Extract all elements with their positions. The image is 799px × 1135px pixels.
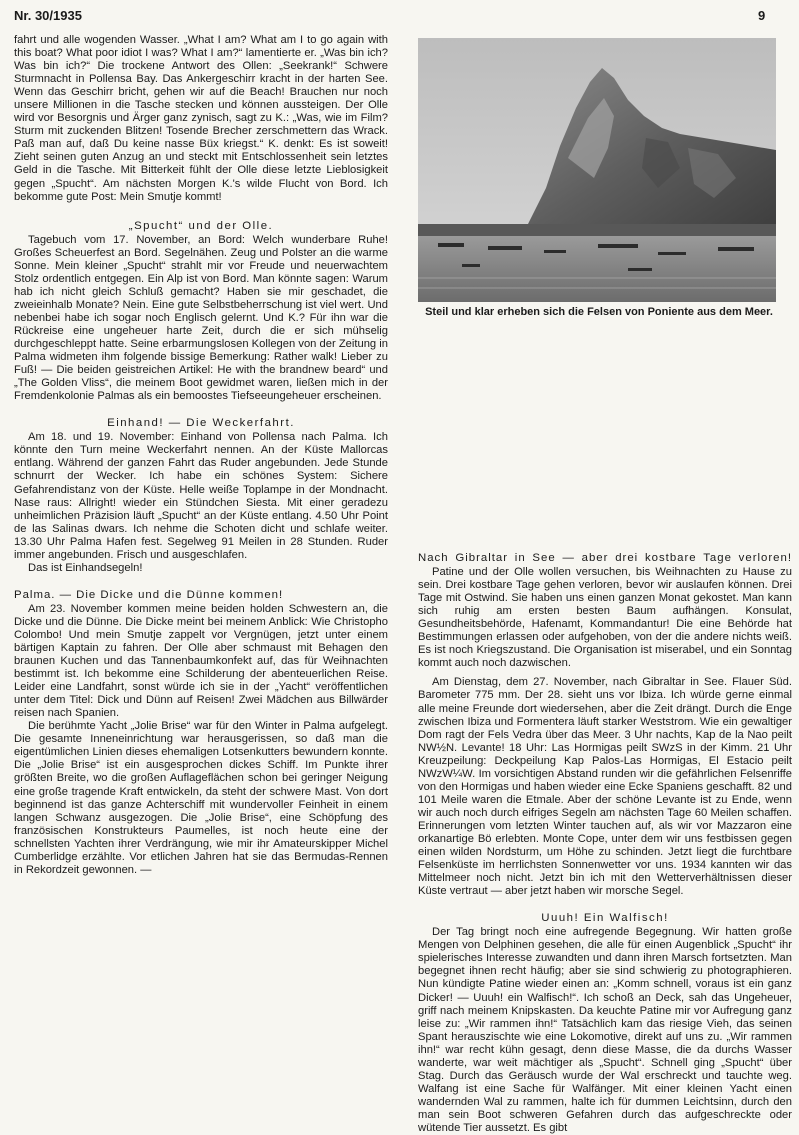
intro-paragraph: fahrt und alle wogenden Wasser. „What I am? What am I to go again with this boat? What poor idiot I was? What I am?“ lamentierte er. „Was bin ich? Was bin ich?“ Die trockene Antwort des Ollen: „Seekrank!“ Schwere Sturmnacht in Pollensa Bay. Das Ankergeschirr kracht in der harten See. Wenn das Geschirr bricht, gehen wir auf die Beach! Brauchen nur noch unsere Millionen in die Tasche stecken und können aussteigen. Der Olle wird vor Besorgnis und Ärger ganz zynisch, sagt zu K.: „Was, wie im Film? Sturm mit zuckenden Blitzen! Tosende Brecher zerschmettern das Wrack. Paß man auf, daß Du keine nasse Büx kriegst.“ K. denkt: Es ist soweit! Zieht seinen guten Anzug an und steckt mit Entschlossenheit sein letztes Geld in die Tasche. Mit Bitterkeit fühlt der Olle diese letzte Lieblosigkeit gegen „Spucht“. Am nächsten Morgen K.'s wilde Flucht von Bord. Ich bekomme gute Post: Mein Smutje kommt! (14, 34, 388, 203)
paragraph: Am 18. und 19. November: Einhand von Pollensa nach Palma. Ich könnte den Turn meine Weckerfahrt nennen. An der Küste Mallorcas entlang. Während der ganzen Fahrt das Ruder angebunden. Jede Stunde schnurrt der Wecker. Ich habe ein schönes System: Sichere Gefahrendistanz von der Küste. Helle weiße Toplampe in der Mondnacht. Nase raus: Allright! wieder ein Stündchen Siesta. Mit einer geradezu unheimlichen Präzision läuft „Spucht“ an der Küste entlang. 4.50 Uhr Point de las Salinas dwars. Ich nehme die Schoten dicht und schlafe weiter. 13.30 Uhr Palma Hafen fest. Segelweg 91 Meilen in 28 Stunden. Ruder immer angebunden. Frisch und ausgeschlafen. (14, 431, 388, 561)
paragraph: Die berühmte Yacht „Jolie Brise“ war für den Winter in Palma aufgelegt. Die gesamte Inneneinrichtung war herausgerissen, so daß man die eigentümlichen Linien dieses ehemaligen Lotsenkutters bewundern konnte. Die „Jolie Brise“ ist ein ausgesprochen dickes Schiff. Im Punkte ihrer größten Breite, wo die großen Auflageflächen schon bei geringer Neigung eine große tragende Kraft entwickeln, da steht der schwere Mast. Von dort beginnend ist das ganze Achterschiff mit wundervoller Feinheit in einem langen Schwanz ausgezogen. Die „Jolie Brise“, eine Schöpfung des französischen Konstrukteurs Paumelles, ist noch heute eine der schnellsten Yachten ihrer Verdrängung, wie mir ihr Amateurskipper Michel Cumberlidge erzählte. Vor etlichen Jahren hat sie das Bermudas-Rennen in Rekordzeit gewonnen. — (14, 720, 388, 876)
section-heading-palma: Palma. — Die Dicke und die Dünne kommen! (14, 588, 284, 601)
paragraph: Das ist Einhandsegeln! (28, 561, 143, 574)
issue-number: Nr. 30/1935 (14, 8, 82, 23)
paragraph: Am 23. November kommen meine beiden holden Schwestern an, die Dicke und die Dünne. Die Dicke meint bei meinem Anblick: Wie Christopho Colombo! Und mein Smutje zappelt vor Vergnügen, jetzt unter einem bärtigen Kaptain zu fahren. Der Olle aber schmaust mit Behagen den braunen Kuchen und das Tannenbaumkonfekt auf, das für Weihnachten bestimmt ist. Ich bekomme eine Schilderung der abenteuerlichen Reise. Leider eine Landfahrt, sonst würde ich sie in der „Yacht“ veröffentlichen unter dem Titel: Dick und Dünn auf Reisen! Zwei Mädchen aus Billwärder reisen nach Spanien. (14, 602, 388, 720)
paragraph: Patine und der Olle wollen versuchen, bis Weihnachten zu Hause zu sein. Drei kostbare Tage gehen verloren, bevor wir auslaufen können. Drei Tage mit Ostwind. Sie haben uns einen ganzen Monat gekostet. Man kann sich ruhig am ersten besten Baum aufhängen. Konsulat, Gesundheitsbehörde, Hafenamt, Kommandantur! Die eine Behörde hat Bestimmungen erlassen oder aufgehoben, von der die andere nichts weiß. Es ist noch Kriegszustand. Die Organisation ist miserabel, und ein Sonntag kommt auch noch dazwischen. (418, 566, 792, 670)
rock-photo-illustration (418, 38, 776, 302)
paragraph: Tagebuch vom 17. November, an Bord: Welch wunderbare Ruhe! Großes Scheuerfest an Bord. Segelnähen. Zeug und Polster an die warme Sonne. Mein kleiner „Spucht“ strahlt mir vor Freude und neuerwachtem Stolz ordentlich entgegen. Ein Alp ist von Bord. Man könnte sagen: Warum hab ich nicht gleich Schluß gemacht? Haben sie mir geschadet, die zweieinhalb Monate? Nein. Eine gute Selbstbeherrschung ist viel wert. Und nebenbei habe ich sogar noch Englisch gelernt. Und K.? Für ihn war die Rückreise eine ungeheuer harte Zeit, durch die er sich mühselig durchgeschleppt hatte. Seine erbarmungslosen Kollegen von der Zeitung in Palma widmeten ihm folgende bissige Bemerkung: Rather walk! Lieber zu Fuß! — Die beiden geistreichen Artikel: He with the brandnew beard“ und „The Golden Vliss“, die meinem Boot gewidmet waren, ließen mich in der Fremdenkolonie Palmas als ein bemoostes Tiefseeungeheuer erscheinen. (14, 233, 388, 403)
section-heading-walfisch: Uuuh! Ein Walfisch! (541, 912, 669, 925)
section-heading-gibraltar: Nach Gibraltar in See — aber drei kostbare Tage verloren! (418, 552, 792, 564)
photo-rock-of-gibraltar (418, 38, 776, 302)
section-heading-spucht: „Spucht“ und der Olle. (128, 219, 274, 232)
page-number: 9 (758, 8, 766, 23)
section-heading-einhand: Einhand! — Die Weckerfahrt. (107, 417, 295, 430)
photo-caption: Steil und klar erheben sich die Felsen von Poniente aus dem Meer. (425, 306, 773, 318)
paragraph: Am Dienstag, dem 27. November, nach Gibraltar in See. Flauer Süd. Barometer 775 mm. Der 28. sieht uns vor Ibiza. Ich würde gerne einmal alle meine Freunde dort wiedersehen, aber die Zeit drängt. Durch die Enge zwischen Ibiza und Formentera läuft starker Weststrom. Wie ein gewaltiger Dom ragt der Fels Vedra über das Meer. 3 Uhr nachts, Kap de la Nao peilt NW½N. Levante! 18 Uhr: Las Hormigas peilt SWzS in der Kimm. 21 Uhr Kreuzpeilung: Deckpeilung Kap Palos-Las Hormigas, El Estacio peilt NWzW¼W. Im vorsichtigen Abstand runden wir die gefährlichen Felsenriffe von den Hormigas und haben wieder eine Ecke Spaniens geschafft. 82 und 101 Meile waren die Etmale. Aber der schöne Levante ist zu Ende, wenn wir auch noch durch eifriges Segeln am nächsten Tage 60 Meilen schaffen. Erinnerungen vom letzten Winter tauchen auf, als wir vor Mazzaron eine orkanartige Bö erlebten. Monte Cope, unter dem wir uns festbissen gegen einen wilden Nordsturm, um Höhe zu schinden. Jetzt liegt die furchtbare Felsenküste im herrlichsten Sonnenwetter vor uns. 1934 kannten wir das Mittelmeer noch nicht. Jetzt bin ich mit den Wetterverhältnissen dieser Küste vertraut — aber jetzt haben wir morsche Segel. (418, 676, 792, 898)
left-column (14, 34, 388, 877)
paragraph: Der Tag bringt noch eine aufregende Begegnung. Wir hatten große Mengen von Delphinen gesehen, die alle für einen Augenblick „Spucht“ ihr spielerisches Interesse zuwandten und dann ihren Marsch fortsetzten. Man begegnet ihnen recht häufig; aber sie sind schwierig zu photographieren. Nun kündigte Patine wieder einen an: „Komm schnell, voraus ist ein ganz Dicker! — Uuuh! ein Walfisch!“. Ich schoß an Deck, sah das Ungeheuer, griff nach meinem Knipskasten. Da keuchte Patine mir vor Aufregung ganz leise zu: „Wir rammen ihn!“ Tatsächlich kam das riesige Vieh, das seinen Spant herauszischte wie eine Lokomotive, direkt auf uns zu. „Wir rammen ihn!“ war recht kühn gesagt, denn diese Masse, die da durchs Wasser wanderte, war weit mächtiger als „Spucht“. Schnell ging „Spucht“ über Stag. Durch das Geräusch wurde der Wal erschreckt und tauchte weg. Walfang ist eine Sache für Walfänger. Mit einer kleinen Yacht einen wandernden Wal zu rammen, halte ich für dummen Leichtsinn, durch den man sein Boot schweren Gefahren durch das aufgeschreckte oder wütende Tier aussetzt. Es gibt (418, 926, 792, 1134)
right-column (418, 552, 792, 1135)
